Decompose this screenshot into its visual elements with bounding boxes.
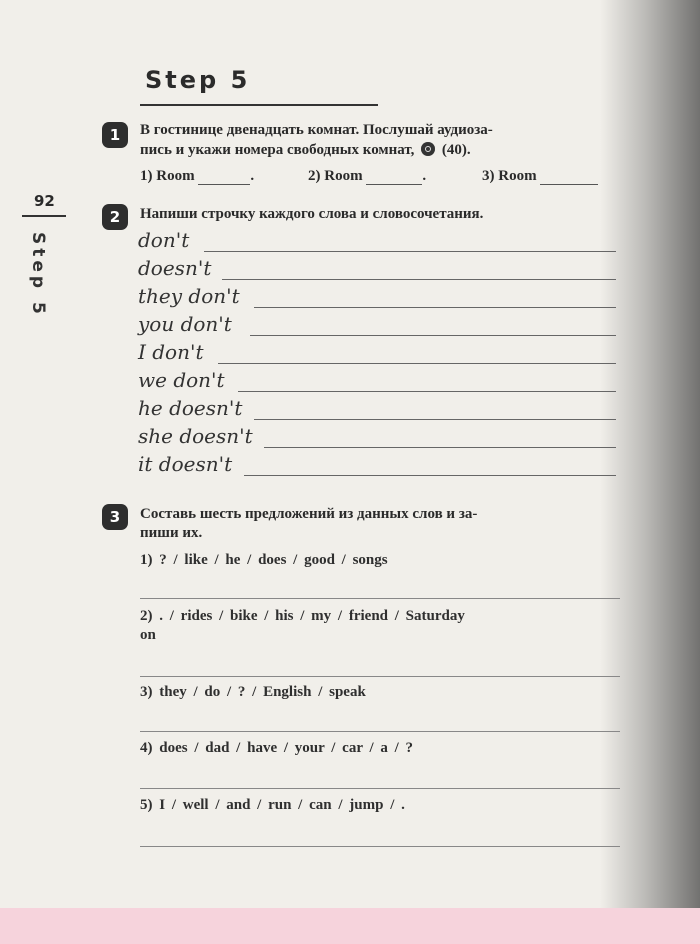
page-number: 92 bbox=[34, 192, 55, 210]
handwriting-sample: you don't bbox=[138, 312, 232, 336]
writing-line[interactable] bbox=[254, 419, 616, 420]
room-1: 1) Room . bbox=[140, 168, 255, 184]
handwriting-sample: we don't bbox=[138, 368, 225, 392]
sentence-task-2-continued: on bbox=[140, 627, 156, 643]
room-2-answer-line[interactable] bbox=[366, 170, 422, 185]
answer-line[interactable] bbox=[140, 846, 620, 847]
handwriting-row bbox=[138, 228, 618, 256]
answer-line[interactable] bbox=[140, 676, 620, 677]
handwriting-sample: they don't bbox=[138, 284, 240, 308]
writing-line[interactable] bbox=[250, 335, 616, 336]
handwriting-sample: doesn't bbox=[138, 256, 212, 280]
handwriting-row bbox=[138, 340, 618, 368]
audio-cd-icon bbox=[421, 142, 435, 156]
handwriting-row bbox=[138, 452, 618, 480]
sentence-task-3: 3) they / do / ? / English / speak bbox=[140, 684, 366, 700]
exercise-2-instruction: Напиши строчку каждого слова и словосочетания. bbox=[140, 206, 484, 222]
page-title: Step 5 bbox=[145, 66, 251, 94]
exercise-1-instruction-text: пись и укажи номера свободных комнат, bbox=[140, 142, 415, 158]
exercise-3-instruction-line1: Составь шесть предложений из данных слов и за- bbox=[140, 506, 478, 522]
exercise-1-instruction-line1: В гостинице двенадцать комнат. Послушай аудиоза- bbox=[140, 122, 493, 138]
room-2: 2) Room . bbox=[308, 168, 427, 184]
room-3-label: 3) Room bbox=[482, 168, 537, 184]
exercise-number-3: 3 bbox=[102, 504, 128, 530]
sentence-task-2: 2) . / rides / bike / his / my / friend / Saturday bbox=[140, 608, 465, 624]
room-3-answer-line[interactable] bbox=[540, 170, 598, 185]
sentence-task-5: 5) I / well / and / run / can / jump / . bbox=[140, 797, 405, 813]
handwriting-sample: she doesn't bbox=[138, 424, 253, 448]
handwriting-row bbox=[138, 284, 618, 312]
answer-line[interactable] bbox=[140, 598, 620, 599]
handwriting-row bbox=[138, 312, 618, 340]
answer-line[interactable] bbox=[140, 788, 620, 789]
room-1-answer-line[interactable] bbox=[198, 170, 250, 185]
writing-line[interactable] bbox=[254, 307, 616, 308]
sentence-task-1: 1) ? / like / he / does / good / songs bbox=[140, 552, 388, 568]
room-1-label: 1) Room bbox=[140, 168, 195, 184]
handwriting-sample: it doesn't bbox=[138, 452, 233, 476]
handwriting-row bbox=[138, 256, 618, 284]
handwriting-row bbox=[138, 424, 618, 452]
exercise-1-instruction-line2 bbox=[140, 141, 471, 160]
room-3 bbox=[482, 168, 598, 185]
handwriting-sample: I don't bbox=[138, 340, 204, 364]
handwriting-row bbox=[138, 396, 618, 424]
writing-line[interactable] bbox=[244, 475, 616, 476]
side-step-label: Step 5 bbox=[28, 232, 48, 318]
exercise-number-2: 2 bbox=[102, 204, 128, 230]
handwriting-sample: don't bbox=[138, 228, 190, 252]
title-underline bbox=[140, 104, 378, 106]
writing-line[interactable] bbox=[222, 279, 616, 280]
exercise-number-1: 1 bbox=[102, 122, 128, 148]
margin-divider bbox=[22, 215, 66, 217]
bottom-strip bbox=[0, 908, 700, 944]
writing-line[interactable] bbox=[264, 447, 616, 448]
exercise-3-instruction-line2: пиши их. bbox=[140, 525, 203, 541]
handwriting-sample: he doesn't bbox=[138, 396, 243, 420]
answer-line[interactable] bbox=[140, 731, 620, 732]
writing-line[interactable] bbox=[204, 251, 616, 252]
audio-track-number: (40). bbox=[441, 142, 471, 158]
sentence-task-4: 4) does / dad / have / your / car / a / ? bbox=[140, 740, 414, 756]
room-2-label: 2) Room bbox=[308, 168, 363, 184]
writing-line[interactable] bbox=[218, 363, 616, 364]
handwriting-row bbox=[138, 368, 618, 396]
writing-line[interactable] bbox=[238, 391, 616, 392]
